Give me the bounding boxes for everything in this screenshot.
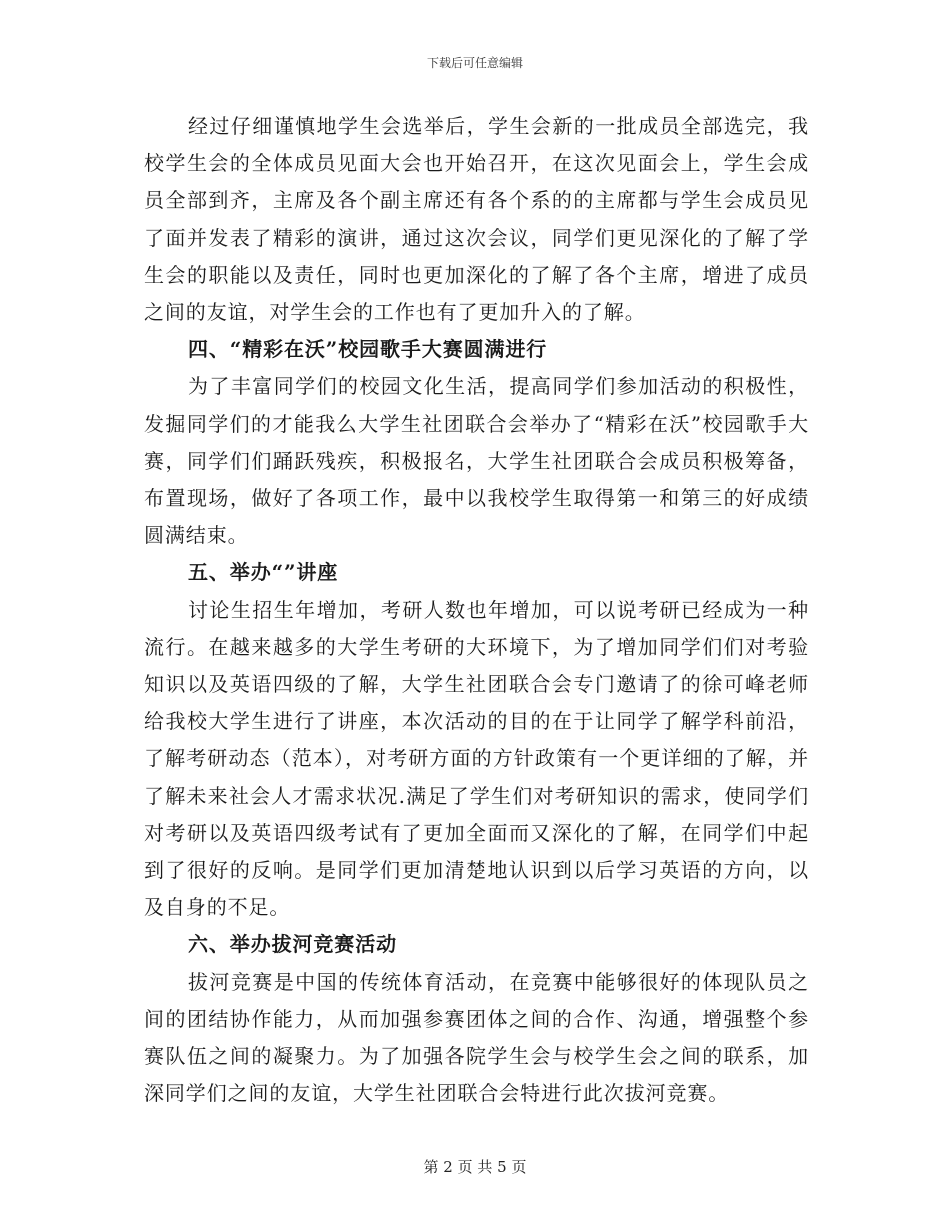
document-body bbox=[144, 108, 809, 1112]
page-header: 下载后可任意编辑 bbox=[426, 56, 523, 70]
paragraph-lecture: 讨论生招生年增加，考研人数也年增加，可以说考研已经成为一种流行。在越来越多的大学生考研的大环境下，为了增加同学们们对考验知识以及英语四级的了解，大学生社团联合会专门邀请了的徐可峰老师给我校大学生进行了讲座，本次活动的目的在于让同学了解学科前沿，了解考研动态（范本），对考研方面的方针政策有一个更详细的了解，并了解未来社会人才需求状况.满足了学生们对考研知识的需求，使同学们对考研以及英语四级考试有了更加全面而又深化的了解，在同学们中起到了很好的反响。是同学们更加清楚地认识到以后学习英语的方向，以及自身的不足。 bbox=[144, 597, 809, 920]
section-heading-5: 五、举办“”讲座 bbox=[188, 560, 339, 585]
page-number-footer: 第 2 页 共 5 页 bbox=[423, 1158, 527, 1176]
section-heading-6: 六、举办拔河竞赛活动 bbox=[188, 932, 397, 957]
paragraph-tug-of-war: 拔河竞赛是中国的传统体育活动，在竞赛中能够很好的体现队员之间的团结协作能力，从而加强参赛团体之间的合作、沟通，增强整个参赛队伍之间的凝聚力。为了加强各院学生会与校学生会之间的联系，加深同学们之间的友谊，大学生社团联合会特进行此次拔河竞赛。 bbox=[144, 969, 809, 1106]
section-heading-4: 四、“精彩在沃”校园歌手大赛圆满进行 bbox=[188, 337, 548, 362]
paragraph-singer-contest: 为了丰富同学们的校园文化生活，提高同学们参加活动的积极性，发掘同学们的才能我么大学生社团联合会举办了“精彩在沃”校园歌手大赛，同学们们踊跃残疾，积极报名，大学生社团联合会成员积极筹备，布置现场，做好了各项工作，最中以我校学生取得第一和第三的好成绩圆满结束。 bbox=[144, 374, 809, 548]
paragraph-student-union-meeting: 经过仔细谨慎地学生会选举后，学生会新的一批成员全部选完，我校学生会的全体成员见面大会也开始召开，在这次见面会上，学生会成员全部到齐，主席及各个副主席还有各个系的的主席都与学生会成员见了面并发表了精彩的演讲，通过这次会议，同学们更见深化的了解了学生会的职能以及责任，同时也更加深化的了解了各个主席，增进了成员之间的友谊，对学生会的工作也有了更加升入的了解。 bbox=[144, 114, 809, 325]
